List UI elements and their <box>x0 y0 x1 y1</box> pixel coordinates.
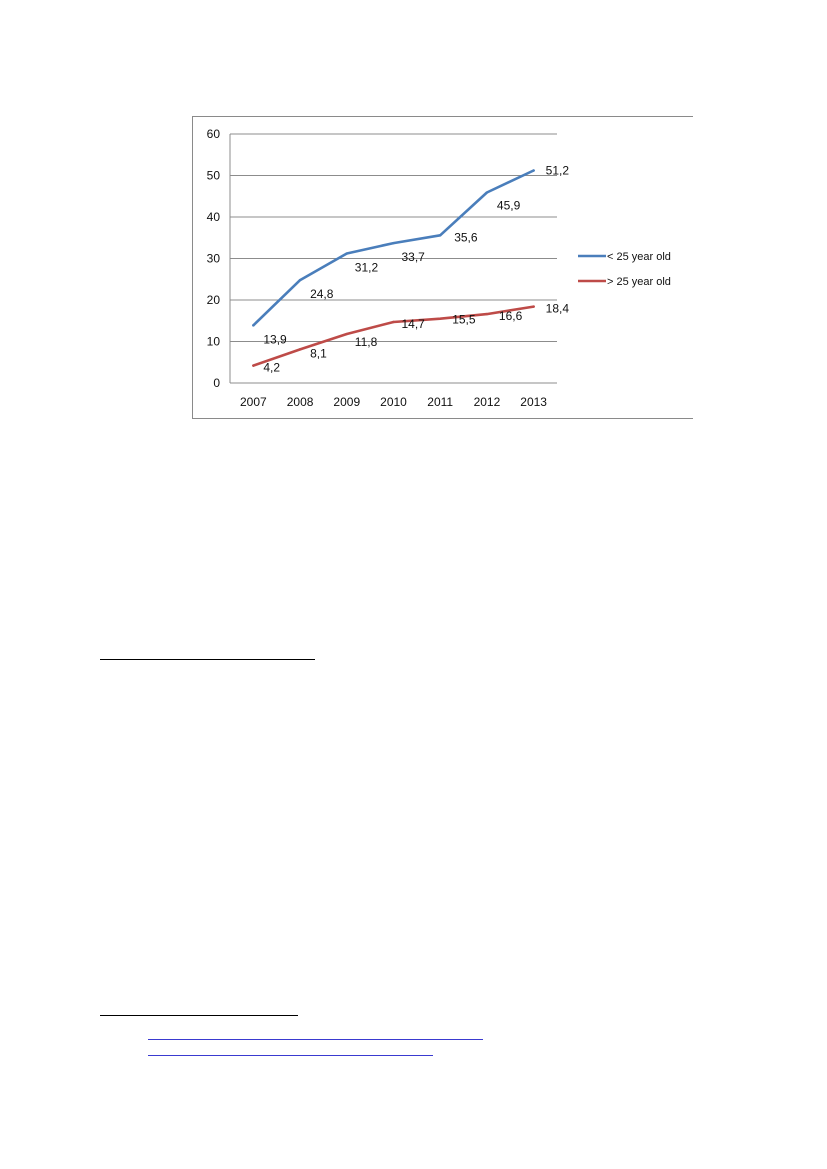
data-label: 33,7 <box>401 250 425 265</box>
data-label: 8,1 <box>310 346 327 361</box>
data-point <box>532 169 534 171</box>
data-label: 31,2 <box>354 260 379 275</box>
data-point <box>299 348 301 350</box>
data-point <box>486 191 488 193</box>
y-tick-label: 50 <box>206 168 220 183</box>
data-point <box>299 279 301 281</box>
data-point <box>392 321 394 323</box>
data-point <box>439 317 441 319</box>
data-label: 4,2 <box>263 360 281 375</box>
y-tick-label: 40 <box>206 210 220 224</box>
data-label: 15,5 <box>452 312 476 327</box>
data-point <box>486 313 488 315</box>
x-tick-label: 2013 <box>520 395 547 409</box>
data-label: 11,8 <box>354 335 378 350</box>
data-label: 35,6 <box>454 230 478 245</box>
series-line <box>253 171 533 326</box>
x-tick-label: 2008 <box>286 395 314 409</box>
data-point <box>439 234 441 236</box>
section-divider <box>100 659 315 660</box>
y-tick-label: 30 <box>206 251 220 266</box>
data-point <box>252 364 254 366</box>
data-point <box>252 324 254 326</box>
data-label: 18,4 <box>545 301 570 316</box>
series-line <box>253 307 533 366</box>
x-tick-label: 2010 <box>380 395 407 409</box>
x-tick-label: 2007 <box>240 395 267 409</box>
data-label: 51,2 <box>545 163 570 178</box>
data-point <box>532 305 534 307</box>
x-tick-label: 2012 <box>473 395 501 409</box>
data-label: 16,6 <box>498 309 523 324</box>
data-label: 13,9 <box>263 332 287 347</box>
y-tick-label: 0 <box>213 376 220 390</box>
y-tick-label: 10 <box>206 334 220 349</box>
data-label: 14,7 <box>401 316 425 331</box>
y-tick-label: 20 <box>206 293 220 307</box>
x-tick-label: 2011 <box>427 395 454 409</box>
data-point <box>392 242 394 244</box>
data-label: 45,9 <box>496 198 521 213</box>
x-tick-label: 2009 <box>333 395 361 409</box>
footnote-link-1[interactable] <box>148 1039 483 1040</box>
data-label: 24,8 <box>310 287 334 302</box>
footnote-separator <box>100 1015 298 1016</box>
data-point <box>346 333 348 335</box>
data-point <box>346 252 348 254</box>
footnote-link-2[interactable] <box>148 1055 433 1056</box>
y-tick-label: 60 <box>206 127 220 141</box>
legend-label: < 25 year old <box>607 251 671 263</box>
legend-label: > 25 year old <box>607 276 671 288</box>
